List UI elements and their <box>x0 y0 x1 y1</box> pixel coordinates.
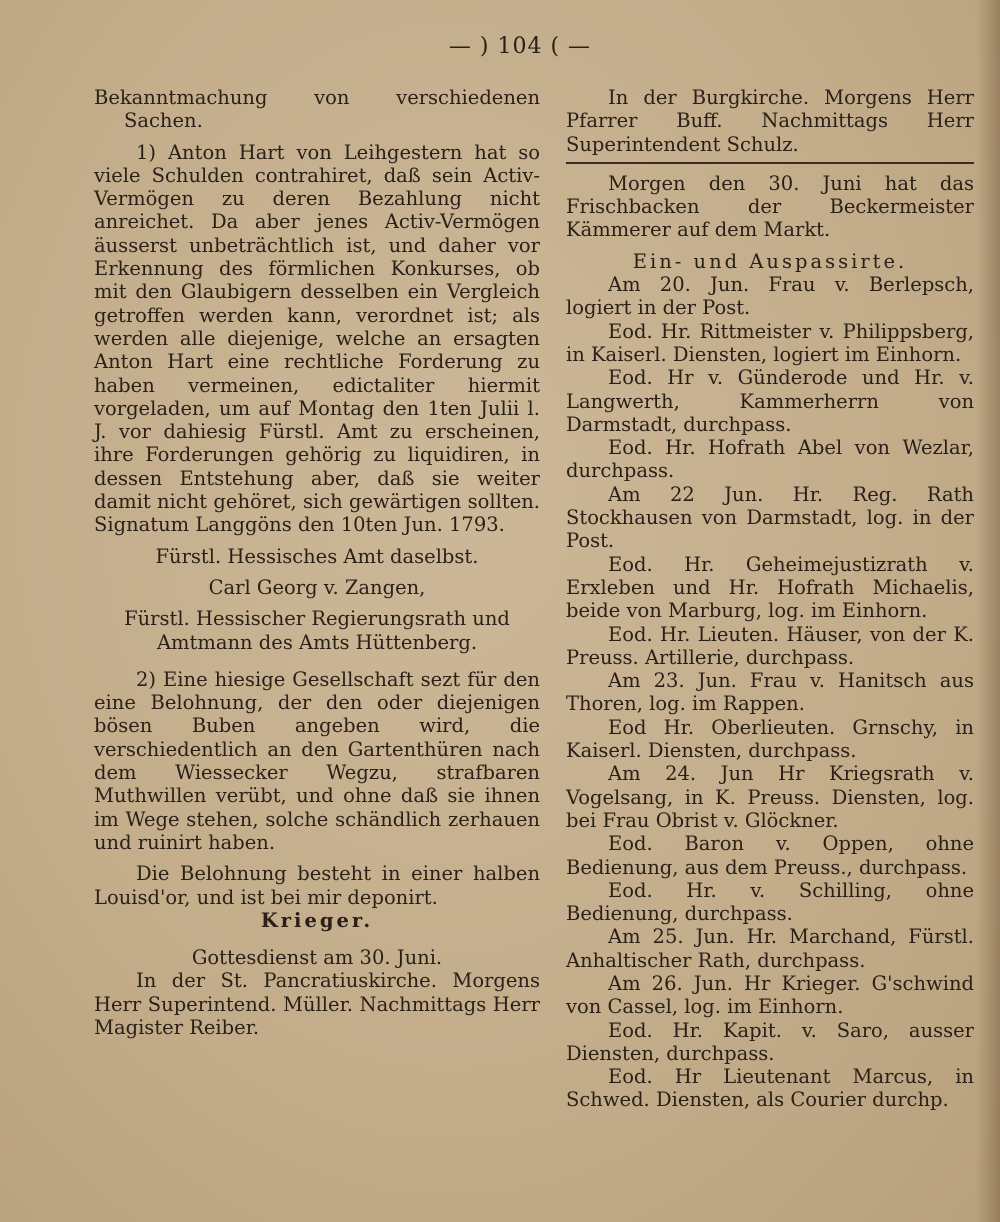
travel-entry: Eod. Hr. Lieuten. Häuser, von der K. Preuss. Artillerie, durchpass. <box>566 622 974 669</box>
service-text: In der St. Pancratiuskirche. Morgens Herr Superintend. Müller. Nachmittags Herr Magister Reiber. <box>94 969 540 1039</box>
travel-entry: Eod. Hr. Rittmeister v. Philippsberg, in Kaiserl. Diensten, logiert im Einhorn. <box>566 319 974 366</box>
reward-signer: Krieger. <box>260 908 374 932</box>
right-column <box>566 86 974 1112</box>
announcement-heading: Bekanntmachung von verschiedenen Sachen. <box>94 86 540 133</box>
notice-reward: 2) Eine hiesige Gesellschaft sezt für den eine Belohnung, der den oder diejenigen bösen Buben angeben wird, die verschiedentlich an den Gartenthüren nach dem Wiessecker Wegzu, strafbaren Muthwillen verübt, und ohne daß sie ihnen im Wege stehen, solche schändlich zerhauen und ruinirt haben. <box>94 667 540 854</box>
reward-amount: Die Belohnung besteht in einer halben Louisd'or, und ist bei mir deponirt. <box>94 862 540 909</box>
church-schedule: In der Burgkirche. Morgens Herr Pfarrer Buff. Nachmittags Herr Superintendent Schulz. <box>566 86 974 156</box>
left-column <box>94 86 540 1039</box>
travel-heading: Ein- und Auspassirte. <box>632 249 908 273</box>
travel-entry: Am 23. Jun. Frau v. Hanitsch aus Thoren, log. im Rappen. <box>566 669 974 716</box>
page-fold-shadow <box>976 0 1000 1222</box>
page-number: — ) 104 ( — <box>448 34 592 59</box>
travel-entry: Am 24. Jun Hr Kriegsrath v. Vogelsang, in K. Preuss. Diensten, log. bei Frau Obrist v. Glöckner. <box>566 762 974 832</box>
travel-entry: Eod. Hr Lieutenant Marcus, in Schwed. Diensten, als Courier durchp. <box>566 1065 974 1112</box>
travel-entry: Eod. Hr. Kapit. v. Saro, ausser Diensten, durchpass. <box>566 1018 974 1065</box>
travel-entry: Am 22 Jun. Hr. Reg. Rath Stockhausen von Darmstadt, log. in der Post. <box>566 482 974 553</box>
office-name: Fürstl. Hessisches Amt daselbst. <box>155 544 479 568</box>
travel-entry: Eod. Hr v. Günderode und Hr. v. Langwerth, Kammerherrn von Darmstadt, durchpass. <box>566 366 974 436</box>
travel-entry: Am 26. Jun. Hr Krieger. G'schwind von Cassel, log. im Einhorn. <box>566 971 974 1019</box>
service-heading: Gottesdienst am 30. Juni. <box>191 946 443 970</box>
section-rule <box>566 162 974 164</box>
bakers-notice: Morgen den 30. Juni hat das Frischbacken der Beckermeister Kämmerer auf dem Markt. <box>566 171 974 242</box>
travel-entry: Eod. Hr. Hofrath Abel von Wezlar, durchpass. <box>566 436 974 483</box>
signer-title: Fürstl. Hessischer Regierungsrath und Amtmann des Amts Hüttenberg. <box>124 607 510 654</box>
travel-entry: Am 25. Jun. Hr. Marchand, Fürstl. Anhaltischer Rath, durchpass. <box>566 925 974 972</box>
travel-entry: Am 20. Jun. Frau v. Berlepsch, logiert in der Post. <box>566 273 974 320</box>
travel-entry: Eod. Baron v. Oppen, ohne Bedienung, aus dem Preuss., durchpass. <box>566 832 974 879</box>
travel-entries <box>566 273 974 1112</box>
travel-entry: Eod. Hr. Geheimejustizrath v. Erxleben und Hr. Hofrath Michaelis, beide von Marburg, log. im Einhorn. <box>566 552 974 623</box>
signer-name: Carl Georg v. Zangen, <box>208 575 426 599</box>
travel-entry: Eod Hr. Oberlieuten. Grnschy, in Kaiserl. Diensten, durchpass. <box>566 715 974 763</box>
travel-entry: Eod. Hr. v. Schilling, ohne Bedienung, durchpass. <box>566 878 974 926</box>
notice-hart: 1) Anton Hart von Leihgestern hat so viele Schulden contrahiret, daß sein Activ-Vermögen zu deren Bezahlung nicht anreichet. Da aber jenes Activ-Vermögen äusserst unbeträchtlich ist, und daher vor Erkennung des förmlichen Konkurses, ob mit den Glaubigern desselben ein Vergleich getroffen werden kann, verordnet ist; als werden alle diejenige, welche an ersagten Anton Hart eine rechtliche Forderung zu haben vermeinen, edictaliter hiermit vorgeladen, um auf Montag den 1ten Julii l. J. vor dahiesig Fürstl. Amt zu erscheinen, ihre Forderungen gehörig zu liquidiren, in dessen Entstehung aber, daß sie weiter damit nicht gehöret, sich gewärtigen sollten. Signatum Langgöns den 10ten Jun. 1793. <box>94 140 540 537</box>
